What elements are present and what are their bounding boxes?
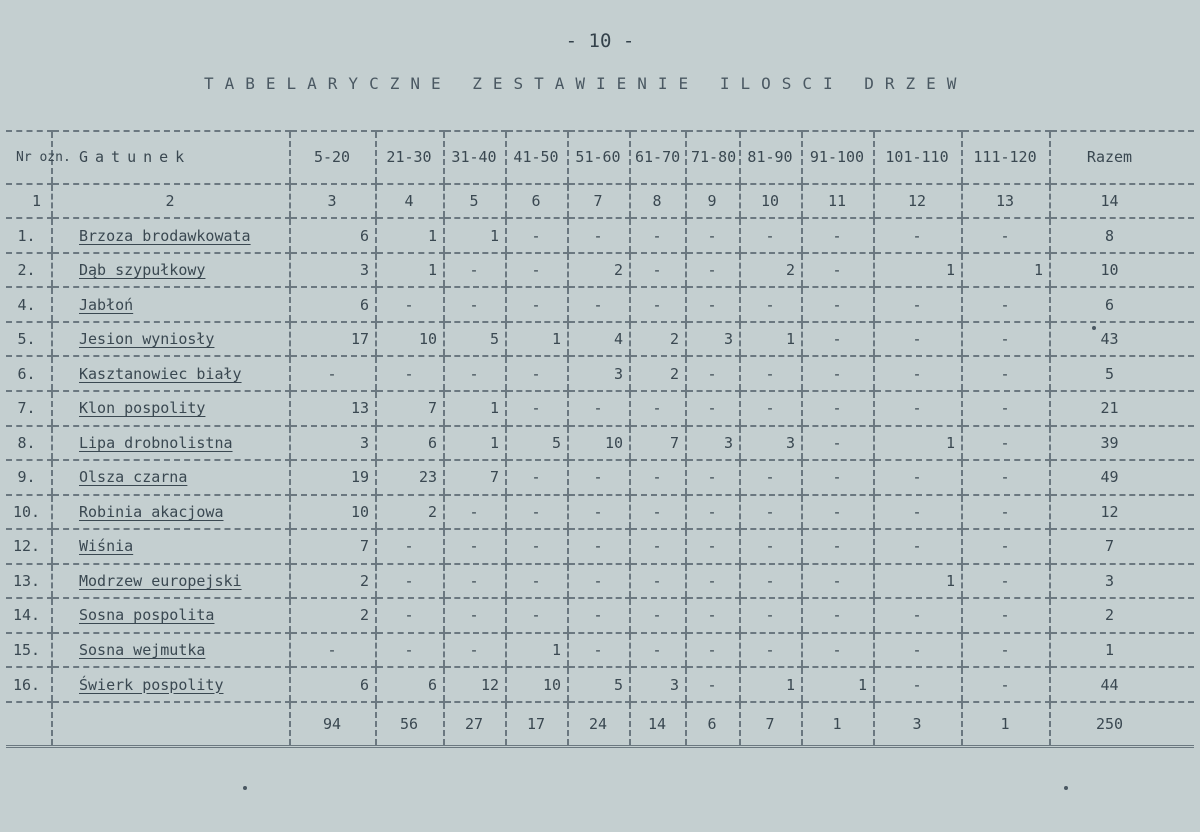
count-cell: -: [740, 598, 802, 633]
row-number: 10.: [6, 495, 52, 530]
count-cell: -: [740, 529, 802, 564]
count-cell: 3: [630, 667, 686, 702]
count-cell: -: [630, 495, 686, 530]
count-cell: -: [630, 391, 686, 426]
count-cell: -: [376, 564, 444, 599]
species-name: Jabłoń: [52, 287, 290, 322]
header-range: 5-20: [290, 131, 376, 184]
count-cell: -: [568, 218, 630, 253]
count-cell: -: [506, 564, 568, 599]
row-number: 15.: [6, 633, 52, 668]
column-number: 11: [802, 184, 874, 219]
grand-total: 250: [1050, 702, 1194, 747]
count-cell: -: [962, 667, 1050, 702]
count-cell: 1: [376, 253, 444, 288]
count-cell: -: [686, 287, 740, 322]
count-cell: -: [962, 529, 1050, 564]
column-number: 4: [376, 184, 444, 219]
row-total: 39: [1050, 426, 1194, 461]
row-number: 1.: [6, 218, 52, 253]
paper-speck: [1092, 326, 1096, 330]
count-cell: 1: [376, 218, 444, 253]
count-cell: -: [802, 322, 874, 357]
count-cell: -: [630, 598, 686, 633]
column-number: 3: [290, 184, 376, 219]
header-range: 51-60: [568, 131, 630, 184]
count-cell: -: [962, 598, 1050, 633]
tree-quantity-table: [6, 130, 1194, 748]
species-name: Dąb szypułkowy: [52, 253, 290, 288]
count-cell: -: [740, 287, 802, 322]
row-total: 49: [1050, 460, 1194, 495]
count-cell: -: [568, 391, 630, 426]
count-cell: -: [740, 495, 802, 530]
count-cell: -: [444, 253, 506, 288]
count-cell: -: [568, 598, 630, 633]
count-cell: -: [568, 564, 630, 599]
count-cell: -: [802, 287, 874, 322]
count-cell: 4: [568, 322, 630, 357]
count-cell: -: [874, 356, 962, 391]
count-cell: -: [630, 253, 686, 288]
count-cell: -: [802, 598, 874, 633]
count-cell: -: [802, 218, 874, 253]
count-cell: 2: [568, 253, 630, 288]
count-cell: -: [962, 460, 1050, 495]
count-cell: 6: [290, 218, 376, 253]
count-cell: -: [444, 529, 506, 564]
row-number: 9.: [6, 460, 52, 495]
header-range: 41-50: [506, 131, 568, 184]
count-cell: 2: [376, 495, 444, 530]
table-row: [6, 667, 1194, 702]
row-total: 5: [1050, 356, 1194, 391]
count-cell: -: [568, 287, 630, 322]
count-cell: -: [506, 598, 568, 633]
count-cell: 3: [686, 426, 740, 461]
header-nr: Nr ozn.: [6, 131, 52, 184]
count-cell: -: [740, 564, 802, 599]
column-number: 7: [568, 184, 630, 219]
species-name: Jesion wyniosły: [52, 322, 290, 357]
column-number: 13: [962, 184, 1050, 219]
count-cell: 19: [290, 460, 376, 495]
count-cell: -: [630, 218, 686, 253]
table-row: [6, 460, 1194, 495]
paper-speck: [1064, 786, 1068, 790]
count-cell: 10: [376, 322, 444, 357]
count-cell: -: [568, 529, 630, 564]
column-total: 7: [740, 702, 802, 747]
column-total: 94: [290, 702, 376, 747]
table-row: [6, 287, 1194, 322]
count-cell: -: [802, 426, 874, 461]
column-total: 27: [444, 702, 506, 747]
count-cell: 3: [740, 426, 802, 461]
count-cell: -: [874, 495, 962, 530]
row-total: 6: [1050, 287, 1194, 322]
count-cell: 7: [444, 460, 506, 495]
species-name: Sosna pospolita: [52, 598, 290, 633]
count-cell: -: [802, 356, 874, 391]
table-row: [6, 356, 1194, 391]
count-cell: 3: [568, 356, 630, 391]
count-cell: -: [506, 495, 568, 530]
row-number: 12.: [6, 529, 52, 564]
count-cell: -: [568, 460, 630, 495]
species-name: Modrzew europejski: [52, 564, 290, 599]
column-number: 9: [686, 184, 740, 219]
count-cell: 1: [962, 253, 1050, 288]
count-cell: -: [630, 564, 686, 599]
count-cell: -: [962, 356, 1050, 391]
count-cell: -: [874, 529, 962, 564]
header-species: Gatunek: [52, 131, 290, 184]
count-cell: -: [802, 460, 874, 495]
count-cell: -: [686, 633, 740, 668]
count-cell: 3: [290, 426, 376, 461]
species-name: Robinia akacjowa: [52, 495, 290, 530]
header-range: 21-30: [376, 131, 444, 184]
count-cell: 2: [630, 356, 686, 391]
species-name: Brzoza brodawkowata: [52, 218, 290, 253]
count-cell: -: [874, 633, 962, 668]
count-cell: -: [290, 356, 376, 391]
column-number-row: [6, 184, 1194, 219]
count-cell: -: [376, 529, 444, 564]
column-total: 24: [568, 702, 630, 747]
column-number: 14: [1050, 184, 1194, 219]
count-cell: 13: [290, 391, 376, 426]
count-cell: -: [962, 287, 1050, 322]
count-cell: -: [506, 529, 568, 564]
count-cell: -: [568, 495, 630, 530]
table-row: [6, 495, 1194, 530]
table-row: [6, 564, 1194, 599]
row-total: 12: [1050, 495, 1194, 530]
document-title: TABELARYCZNE ZESTAWIENIE ILOSCI DRZEW: [204, 74, 968, 93]
column-number: 2: [52, 184, 290, 219]
count-cell: 2: [740, 253, 802, 288]
totals-row: [6, 702, 1194, 747]
column-total: 56: [376, 702, 444, 747]
count-cell: -: [874, 287, 962, 322]
column-total: 14: [630, 702, 686, 747]
count-cell: -: [444, 564, 506, 599]
count-cell: 1: [802, 667, 874, 702]
count-cell: 1: [506, 322, 568, 357]
count-cell: -: [874, 322, 962, 357]
count-cell: -: [740, 460, 802, 495]
row-total: 10: [1050, 253, 1194, 288]
table-row: [6, 218, 1194, 253]
count-cell: 6: [376, 667, 444, 702]
column-number: 10: [740, 184, 802, 219]
totals-row-blank-name: [52, 702, 290, 747]
count-cell: -: [962, 495, 1050, 530]
column-total: 1: [962, 702, 1050, 747]
count-cell: -: [506, 391, 568, 426]
count-cell: -: [962, 391, 1050, 426]
count-cell: 1: [874, 564, 962, 599]
count-cell: 6: [290, 667, 376, 702]
count-cell: -: [740, 356, 802, 391]
count-cell: -: [444, 495, 506, 530]
count-cell: -: [874, 218, 962, 253]
count-cell: -: [686, 495, 740, 530]
species-name: Klon pospolity: [52, 391, 290, 426]
count-cell: 1: [740, 322, 802, 357]
count-cell: 7: [376, 391, 444, 426]
count-cell: 7: [630, 426, 686, 461]
species-name: Wiśnia: [52, 529, 290, 564]
header-range: 61-70: [630, 131, 686, 184]
count-cell: -: [444, 598, 506, 633]
count-cell: -: [874, 460, 962, 495]
count-cell: -: [630, 460, 686, 495]
row-number: 16.: [6, 667, 52, 702]
count-cell: 6: [376, 426, 444, 461]
count-cell: -: [802, 391, 874, 426]
row-number: 2.: [6, 253, 52, 288]
row-number: 14.: [6, 598, 52, 633]
count-cell: -: [962, 633, 1050, 668]
header-total: Razem: [1050, 131, 1194, 184]
table-row: [6, 598, 1194, 633]
count-cell: 2: [290, 564, 376, 599]
header-range: 71-80: [686, 131, 740, 184]
species-name: Sosna wejmutka: [52, 633, 290, 668]
count-cell: 12: [444, 667, 506, 702]
row-number: 8.: [6, 426, 52, 461]
row-total: 2: [1050, 598, 1194, 633]
header-range: 31-40: [444, 131, 506, 184]
column-number: 12: [874, 184, 962, 219]
totals-row-blank-nr: [6, 702, 52, 747]
row-total: 7: [1050, 529, 1194, 564]
header-range: 111-120: [962, 131, 1050, 184]
table-row: [6, 529, 1194, 564]
count-cell: -: [874, 391, 962, 426]
count-cell: -: [686, 460, 740, 495]
count-cell: -: [802, 529, 874, 564]
count-cell: -: [444, 356, 506, 391]
count-cell: 3: [290, 253, 376, 288]
paper-speck: [243, 786, 247, 790]
count-cell: -: [740, 391, 802, 426]
count-cell: 1: [874, 253, 962, 288]
count-cell: 10: [506, 667, 568, 702]
count-cell: 10: [568, 426, 630, 461]
row-number: 6.: [6, 356, 52, 391]
count-cell: 5: [444, 322, 506, 357]
column-number: 1: [6, 184, 52, 219]
count-cell: -: [802, 564, 874, 599]
count-cell: 1: [444, 218, 506, 253]
count-cell: -: [802, 495, 874, 530]
count-cell: 1: [444, 426, 506, 461]
count-cell: -: [444, 633, 506, 668]
count-cell: 5: [506, 426, 568, 461]
count-cell: 3: [686, 322, 740, 357]
count-cell: 1: [506, 633, 568, 668]
table-row: [6, 322, 1194, 357]
count-cell: -: [962, 426, 1050, 461]
row-total: 43: [1050, 322, 1194, 357]
count-cell: 5: [568, 667, 630, 702]
count-cell: -: [376, 287, 444, 322]
table-row: [6, 391, 1194, 426]
species-name: Świerk pospolity: [52, 667, 290, 702]
count-cell: 1: [740, 667, 802, 702]
count-cell: -: [962, 564, 1050, 599]
count-cell: -: [802, 253, 874, 288]
count-cell: -: [874, 598, 962, 633]
count-cell: -: [740, 633, 802, 668]
count-cell: -: [506, 253, 568, 288]
count-cell: -: [686, 218, 740, 253]
table-row: [6, 426, 1194, 461]
count-cell: -: [874, 667, 962, 702]
count-cell: -: [630, 633, 686, 668]
count-cell: -: [686, 356, 740, 391]
row-number: 5.: [6, 322, 52, 357]
count-cell: -: [376, 598, 444, 633]
count-cell: 2: [630, 322, 686, 357]
table-row: [6, 633, 1194, 668]
count-cell: 10: [290, 495, 376, 530]
column-number: 6: [506, 184, 568, 219]
header-range: 81-90: [740, 131, 802, 184]
count-cell: -: [686, 391, 740, 426]
count-cell: 6: [290, 287, 376, 322]
column-number: 8: [630, 184, 686, 219]
header-range: 91-100: [802, 131, 874, 184]
count-cell: -: [686, 253, 740, 288]
column-number: 5: [444, 184, 506, 219]
count-cell: -: [686, 598, 740, 633]
count-cell: 23: [376, 460, 444, 495]
count-cell: 1: [444, 391, 506, 426]
row-total: 21: [1050, 391, 1194, 426]
count-cell: -: [962, 218, 1050, 253]
species-name: Lipa drobnolistna: [52, 426, 290, 461]
count-cell: -: [962, 322, 1050, 357]
row-number: 13.: [6, 564, 52, 599]
count-cell: -: [630, 287, 686, 322]
column-total: 3: [874, 702, 962, 747]
count-cell: -: [568, 633, 630, 668]
count-cell: -: [506, 287, 568, 322]
species-name: Kasztanowiec biały: [52, 356, 290, 391]
count-cell: 1: [874, 426, 962, 461]
count-cell: -: [686, 529, 740, 564]
column-total: 6: [686, 702, 740, 747]
count-cell: 17: [290, 322, 376, 357]
column-total: 17: [506, 702, 568, 747]
count-cell: -: [444, 287, 506, 322]
table-header-row: [6, 131, 1194, 184]
row-total: 3: [1050, 564, 1194, 599]
count-cell: -: [802, 633, 874, 668]
row-number: 7.: [6, 391, 52, 426]
count-cell: -: [290, 633, 376, 668]
count-cell: -: [376, 633, 444, 668]
count-cell: -: [376, 356, 444, 391]
count-cell: -: [630, 529, 686, 564]
count-cell: -: [686, 667, 740, 702]
row-total: 8: [1050, 218, 1194, 253]
count-cell: -: [740, 218, 802, 253]
count-cell: -: [686, 564, 740, 599]
count-cell: 7: [290, 529, 376, 564]
table-row: [6, 253, 1194, 288]
row-number: 4.: [6, 287, 52, 322]
row-total: 1: [1050, 633, 1194, 668]
page-number: - 10 -: [565, 30, 635, 52]
count-cell: -: [506, 460, 568, 495]
column-total: 1: [802, 702, 874, 747]
count-cell: 2: [290, 598, 376, 633]
count-cell: -: [506, 356, 568, 391]
header-range: 101-110: [874, 131, 962, 184]
species-name: Olsza czarna: [52, 460, 290, 495]
count-cell: -: [506, 218, 568, 253]
row-total: 44: [1050, 667, 1194, 702]
